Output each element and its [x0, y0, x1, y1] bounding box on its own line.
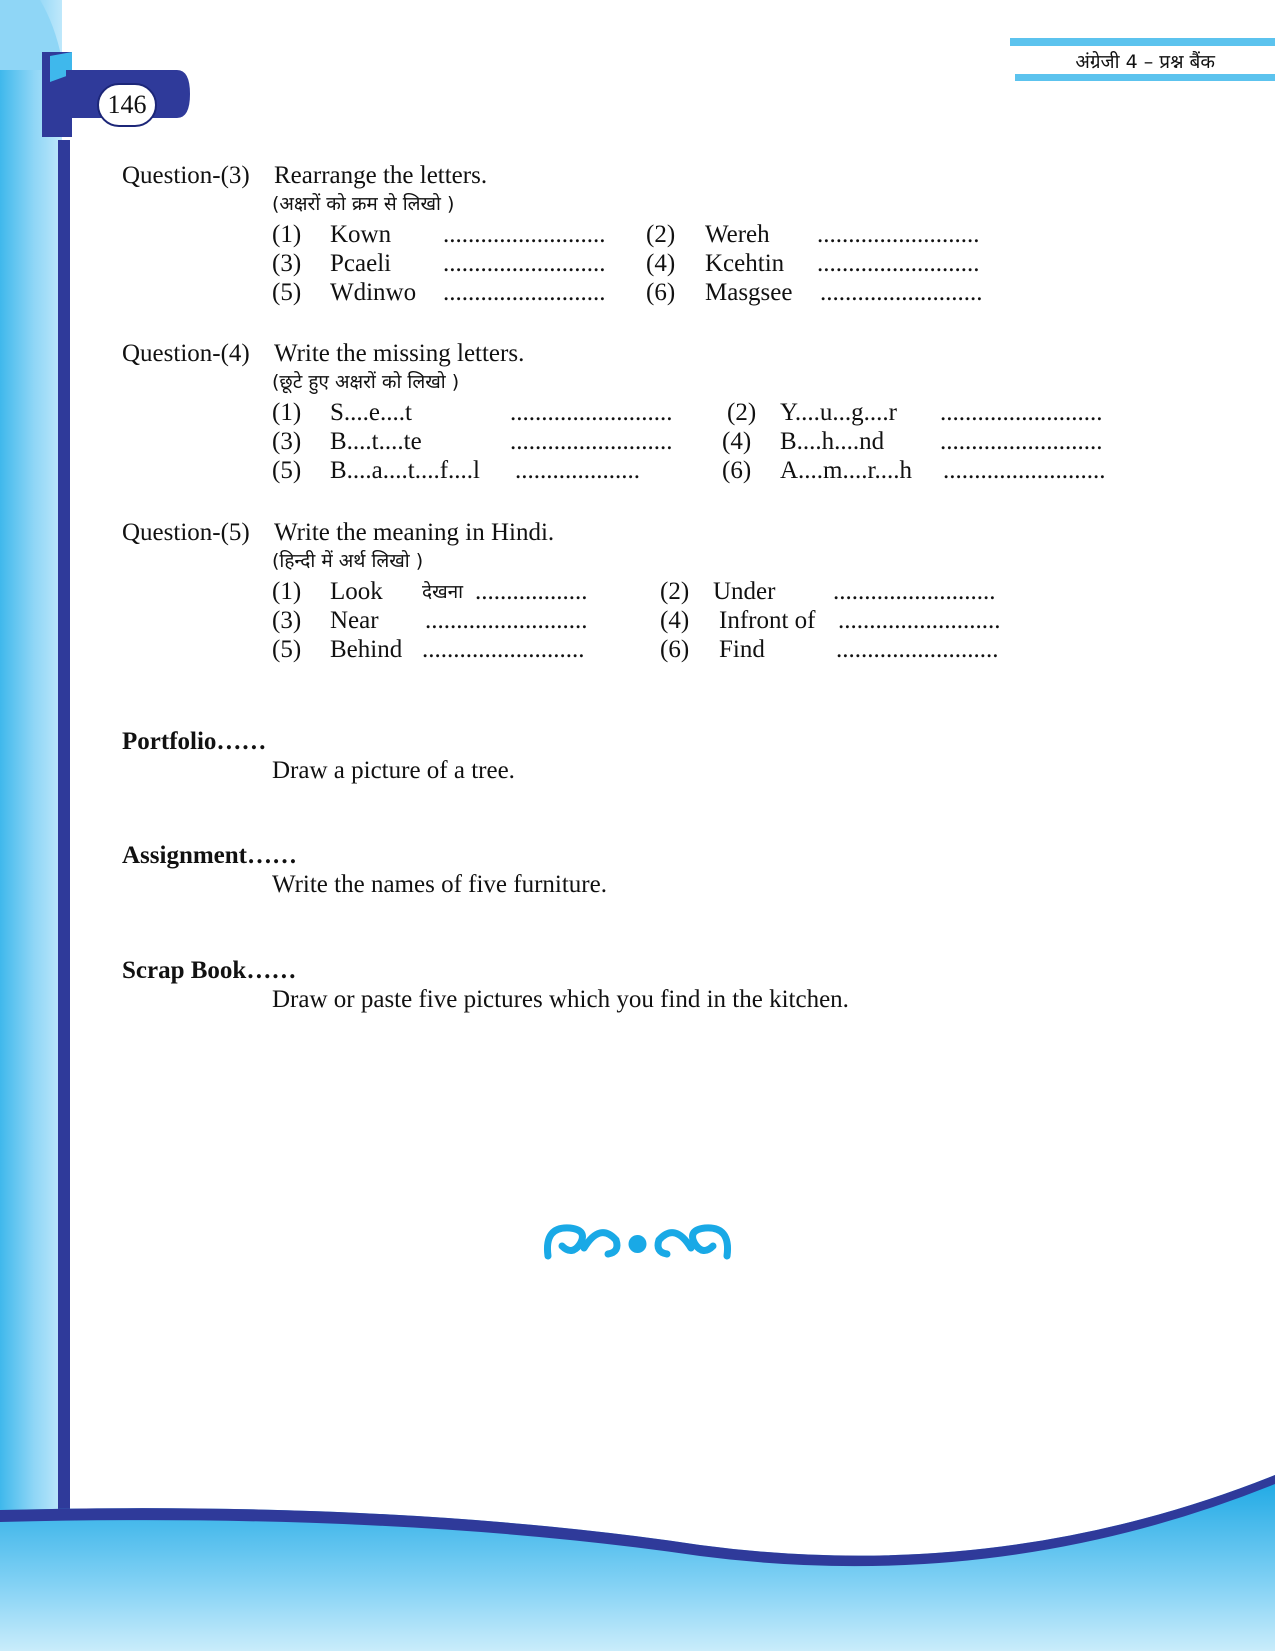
q5-item-num: (5)	[272, 636, 302, 663]
q4-hindi-instruction: (छूटे हुए अक्षरों को लिखो )	[272, 371, 460, 393]
q5-item-word: Infront of	[719, 607, 816, 634]
header-bar-top	[1010, 38, 1275, 46]
q4-title: Write the missing letters.	[274, 340, 525, 367]
q3-item-num: (5)	[272, 279, 302, 306]
q3-answer-blank: ..........................	[820, 279, 983, 306]
q5-answer-blank: ..........................	[838, 607, 1001, 634]
q4-item-num: (3)	[272, 428, 302, 455]
q4-answer-blank: ..........................	[943, 457, 1106, 484]
left-band	[0, 0, 62, 1651]
q3-item-num: (4)	[646, 250, 676, 277]
q4-item-word: B....t....te	[330, 428, 422, 455]
q4-answer-blank: ..........................	[940, 428, 1103, 455]
q4-item-word: B....a....t....f....l	[330, 457, 480, 484]
q3-item-num: (1)	[272, 221, 302, 248]
q4-answer-blank: ..........................	[510, 428, 673, 455]
page-number: 146	[97, 83, 157, 127]
q3-item-word: Kown	[330, 221, 392, 248]
header-bar-bottom	[1015, 74, 1275, 81]
q4-item-num: (5)	[272, 457, 302, 484]
q4-item-num: (4)	[722, 428, 752, 455]
q4-item-num: (1)	[272, 399, 302, 426]
q4-item-word: Y....u...g....r	[780, 399, 897, 426]
q4-item-word: A....m....r....h	[780, 457, 912, 484]
q3-item-word: Wdinwo	[330, 279, 417, 306]
q5-item-word: Under	[713, 578, 776, 605]
q3-answer-blank: ..........................	[817, 250, 980, 277]
portfolio-heading: Portfolio……	[122, 728, 267, 755]
q3-answer-blank: ..........................	[443, 221, 606, 248]
q5-answer-blank: ..........................	[836, 636, 999, 663]
q5-item-num: (3)	[272, 607, 302, 634]
q5-item-num: (1)	[272, 578, 302, 605]
q5-item-word: Find	[719, 636, 765, 663]
decorative-flourish-icon	[540, 1218, 735, 1263]
q5-label: Question-(5)	[122, 519, 250, 546]
assignment-text: Write the names of five furniture.	[272, 871, 607, 898]
q3-hindi-instruction: (अक्षरों को क्रम से लिखो )	[272, 193, 455, 215]
q5-item-num: (4)	[660, 607, 690, 634]
q4-label: Question-(4)	[122, 340, 250, 367]
q5-answer-blank: ..................	[475, 578, 588, 605]
q3-item-num: (2)	[646, 221, 676, 248]
q4-answer-blank: ..........................	[940, 399, 1103, 426]
q5-answer-filled: देखना	[422, 581, 464, 603]
bottom-wave	[0, 1470, 1275, 1651]
q3-item-word: Wereh	[705, 221, 770, 248]
q5-title: Write the meaning in Hindi.	[274, 519, 555, 546]
q4-item-word: S....e....t	[330, 399, 412, 426]
q4-answer-blank: ....................	[515, 457, 640, 484]
portfolio-text: Draw a picture of a tree.	[272, 757, 515, 784]
q3-title: Rearrange the letters.	[274, 162, 488, 189]
q3-item-num: (6)	[646, 279, 676, 306]
q4-item-num: (6)	[722, 457, 752, 484]
q3-item-word: Masgsee	[705, 279, 793, 306]
q5-hindi-instruction: (हिन्दी में अर्थ लिखो )	[272, 550, 424, 572]
q4-answer-blank: ..........................	[510, 399, 673, 426]
left-band-dark-stripe	[58, 140, 70, 1560]
q5-answer-blank: ..........................	[425, 607, 588, 634]
q3-item-word: Pcaeli	[330, 250, 392, 277]
q5-item-word: Look	[330, 578, 383, 605]
q5-answer-blank: ..........................	[422, 636, 585, 663]
q3-answer-blank: ..........................	[443, 250, 606, 277]
q4-item-num: (2)	[727, 399, 757, 426]
q5-item-word: Behind	[330, 636, 403, 663]
q3-item-num: (3)	[272, 250, 302, 277]
q3-answer-blank: ..........................	[817, 221, 980, 248]
scrapbook-text: Draw or paste five pictures which you find in the kitchen.	[272, 986, 849, 1013]
q5-item-word: Near	[330, 607, 379, 634]
q3-label: Question-(3)	[122, 162, 250, 189]
header-title: अंग्रेजी 4 – प्रश्न बैंक	[1075, 51, 1215, 73]
q5-item-num: (6)	[660, 636, 690, 663]
q4-item-word: B....h....nd	[780, 428, 885, 455]
q5-answer-blank: ..........................	[833, 578, 996, 605]
assignment-heading: Assignment……	[122, 842, 298, 869]
q3-item-word: Kcehtin	[705, 250, 785, 277]
q5-item-num: (2)	[660, 578, 690, 605]
q3-answer-blank: ..........................	[443, 279, 606, 306]
scrapbook-heading: Scrap Book……	[122, 957, 297, 984]
